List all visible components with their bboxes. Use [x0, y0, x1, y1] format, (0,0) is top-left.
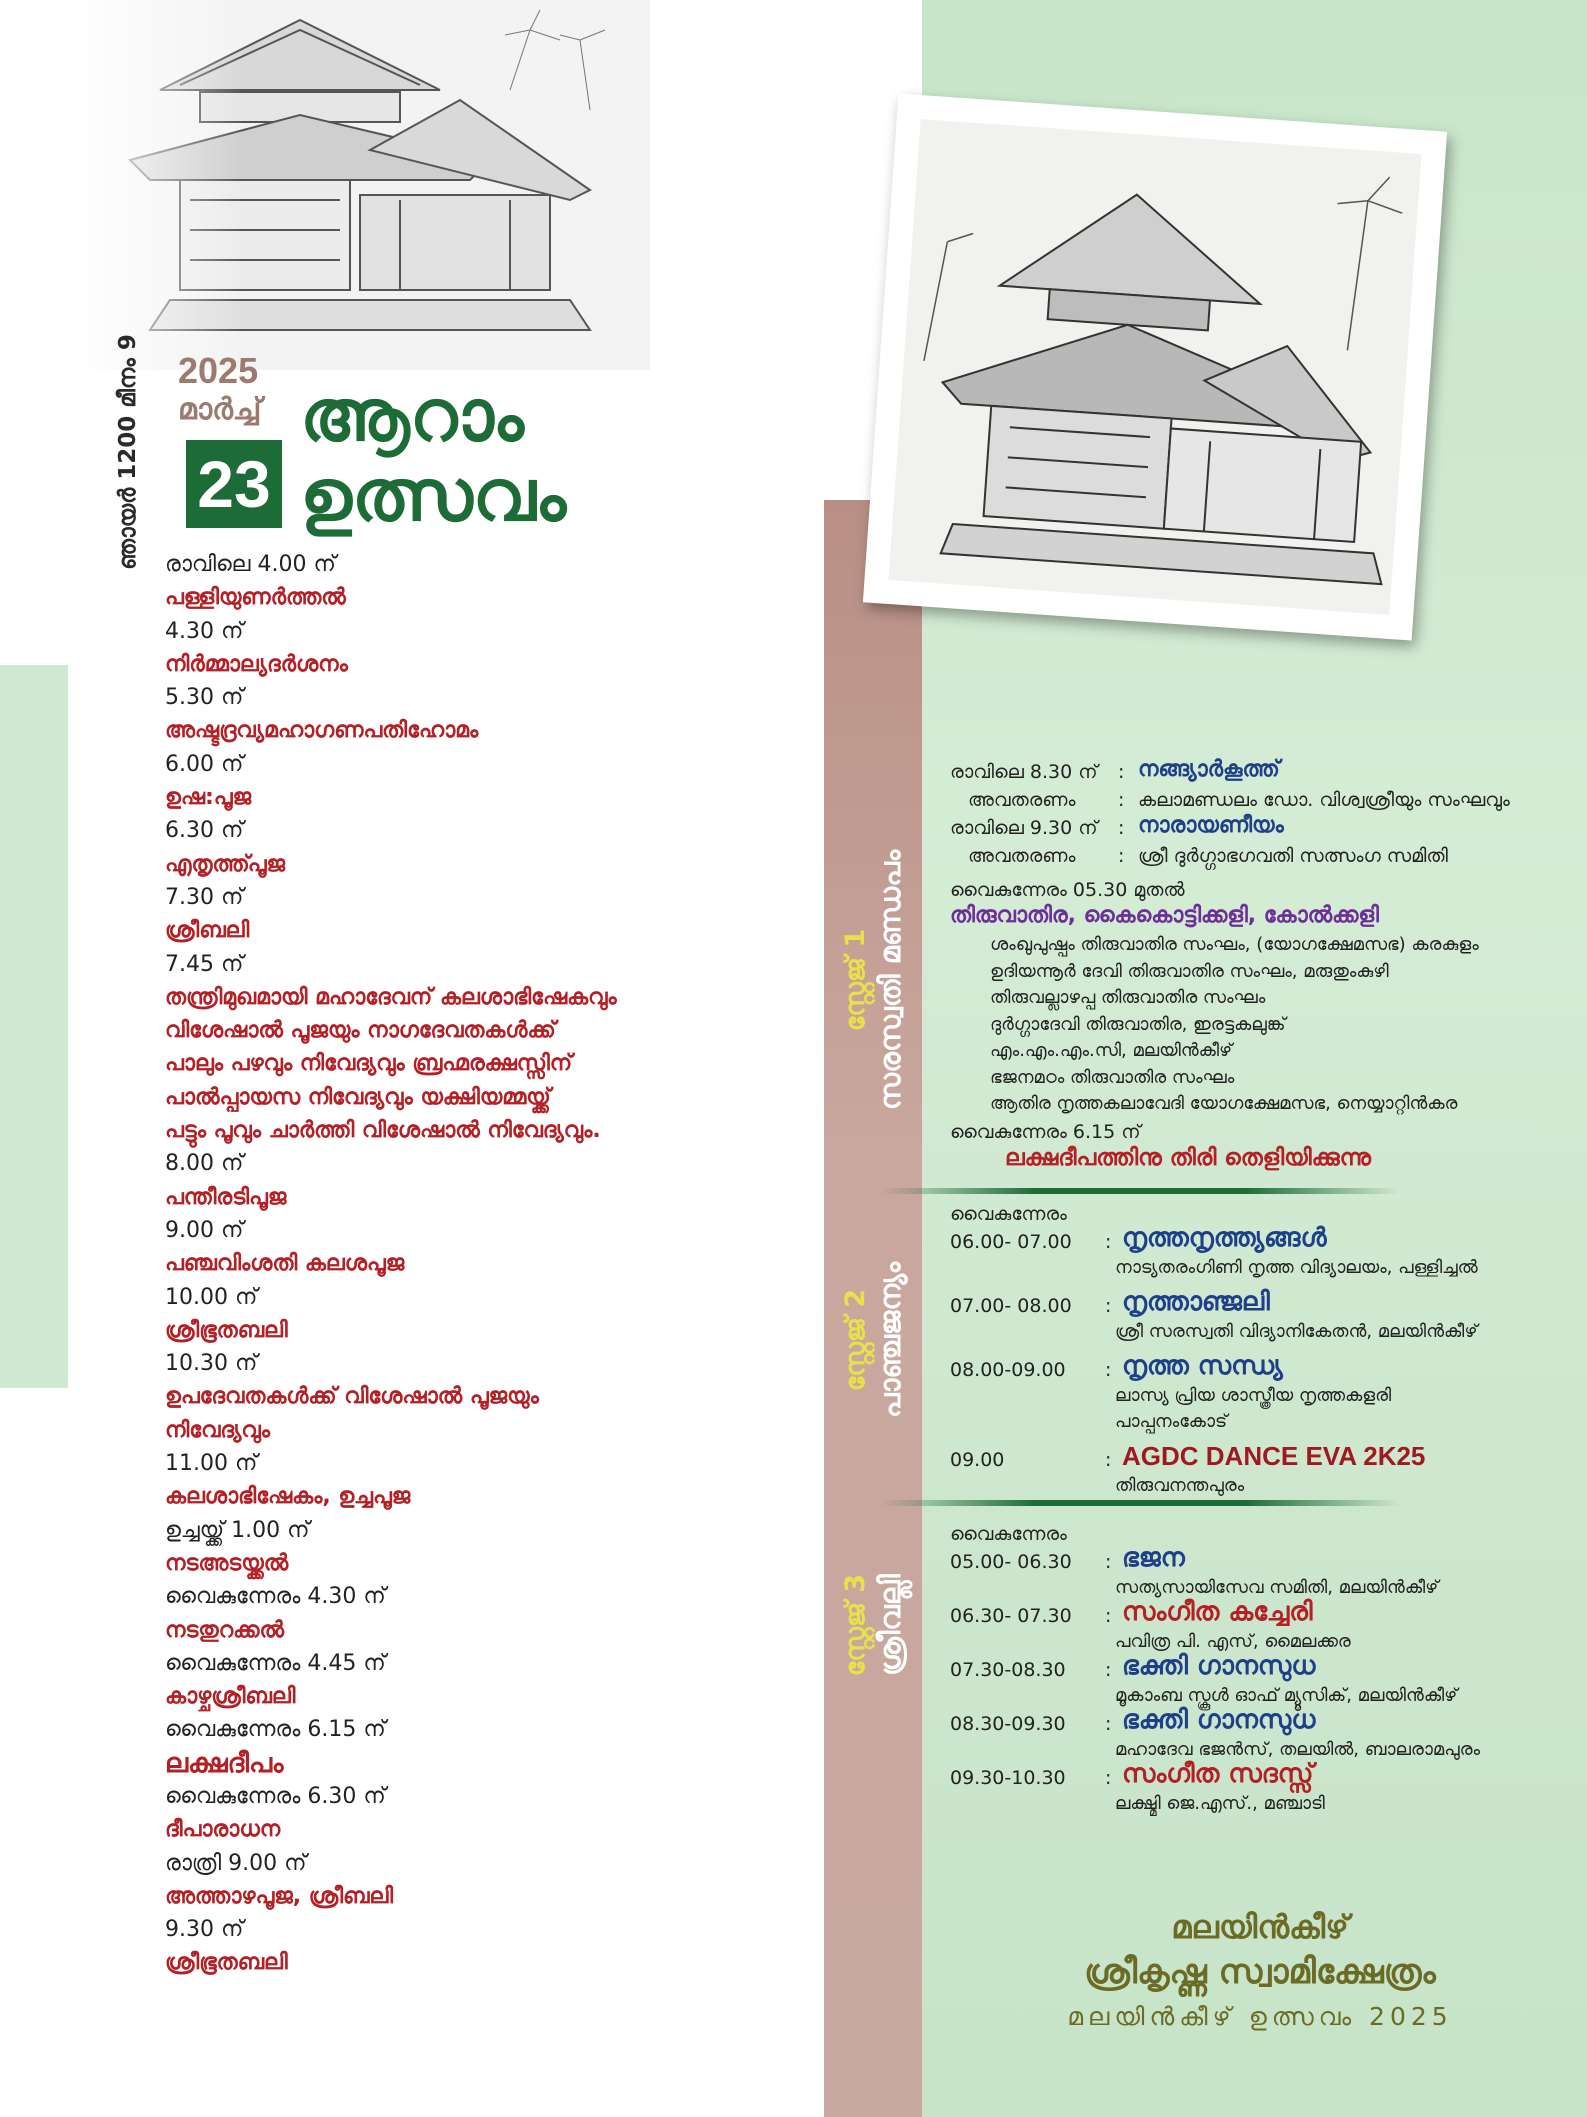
- slot-time: 09.00: [950, 1449, 1005, 1471]
- schedule-event: നിർമ്മാല്യദർശനം: [165, 651, 348, 677]
- schedule-time: 6.00 ന്: [165, 751, 244, 777]
- schedule-time: രാവിലെ 4.00 ന്: [165, 552, 336, 577]
- schedule-event: അത്താഴപൂജ, ശ്രീബലി: [165, 1883, 394, 1909]
- title-line-2: ഉത്സവം: [300, 453, 567, 537]
- slot-performer: ലക്ഷ്മി ജെ.എസ്., മഞ്ചാടി: [1115, 1793, 1325, 1814]
- schedule-event: എതൃത്ത്പൂജ: [165, 851, 286, 877]
- s1-r1-colon: :: [1118, 761, 1125, 783]
- slot-event: ഭജന: [1122, 1543, 1185, 1573]
- slot-event: സംഗീത കച്ചേരി: [1122, 1597, 1313, 1627]
- slot-performer-place: പാപ്പനംകോട്: [1115, 1411, 1228, 1432]
- stage-3-label: സ്റ്റേജ് 3 ശ്രീവല്ലി: [840, 1573, 907, 1677]
- slot-event: നൃത്തനൃത്ത്യങ്ങൾ: [1122, 1223, 1327, 1253]
- schedule-event: ശ്രീഭൂതബലി: [165, 1950, 288, 1976]
- slot-event: നൃത്ത സന്ധ്യ: [1122, 1351, 1283, 1381]
- footer-place: മലയിൻകീഴ്: [1171, 1908, 1349, 1946]
- schedule-event: പന്തീരടിപൂജ: [165, 1184, 287, 1210]
- slot-performer: ലാസ്യ പ്രിയ ശാസ്ത്രീയ നൃത്തകളരി: [1115, 1385, 1392, 1406]
- stage-2-label: സ്റ്റേജ് 2 പാഞ്ചജന്യം: [840, 1261, 907, 1419]
- s1-deepam-time: വൈകുന്നേരം 6.15 ന്: [950, 1121, 1141, 1143]
- slot-time: 09.30-10.30: [950, 1767, 1066, 1789]
- s1-r2-colon: :: [1118, 817, 1125, 839]
- schedule-event: കാഴ്ചശ്രീബലി: [165, 1684, 296, 1710]
- slot-time: 06.00- 07.00: [950, 1231, 1072, 1253]
- temple-photo-sketch: [888, 119, 1421, 615]
- schedule-time: 7.30 ന്: [165, 884, 244, 910]
- schedule-event: ലക്ഷദീപം: [165, 1747, 284, 1779]
- schedule-time: 4.30 ന്: [165, 618, 244, 644]
- schedule-time: ഉച്ചയ്ക്ക് 1.00 ന്: [165, 1517, 310, 1543]
- day-number-box: 23: [186, 440, 282, 528]
- slot-performer: നാട്യതരംഗിണി നൃത്ത വിദ്യാലയം, പള്ളിച്ചൽ: [1115, 1257, 1478, 1278]
- schedule-event: കലശാഭിഷേകം, ഉച്ചപൂജ: [165, 1484, 411, 1510]
- thiruvathira-group: ശംഖുപുഷ്പം തിരുവാതിര സംഘം, (യോഗക്ഷേമസഭ) കരകുളം: [990, 934, 1479, 955]
- slot-performer: പവിത്ര പി. എസ്, മൈലക്കര: [1115, 1631, 1351, 1652]
- schedule-event: പള്ളിയുണർത്തൽ: [165, 585, 346, 611]
- thiruvathira-group: ഉദിയന്നൂർ ദേവി തിരുവാതിര സംഘം, മരുതുംകുഴി: [990, 960, 1389, 982]
- schedule-event: പട്ടും പൂവും ചാർത്തി വിശേഷാൽ നിവേദ്യവും.: [165, 1118, 601, 1144]
- s1-deepam-event: ലക്ഷദീപത്തിനു തിരി തെളിയിക്കുന്നു: [1005, 1145, 1371, 1171]
- schedule-time: 10.00 ന്: [165, 1284, 258, 1310]
- slot-colon: :: [1105, 1359, 1112, 1381]
- schedule-event: വിശേഷാൽ പൂജയും നാഗദേവതകൾക്ക്: [165, 1018, 556, 1044]
- stage-heading: വൈകുന്നേരം: [950, 1523, 1067, 1545]
- slot-performer: ശ്രീ സരസ്വതി വിദ്യാനികേതൻ, മലയിൻകീഴ്: [1115, 1321, 1478, 1342]
- slot-time: 07.00- 08.00: [950, 1295, 1072, 1317]
- slot-colon: :: [1105, 1605, 1112, 1627]
- slot-event: ഭക്തി ഗാനസുധ: [1122, 1705, 1316, 1735]
- stage-heading: വൈകുന്നേരം: [950, 1203, 1067, 1225]
- slot-time: 07.30-08.30: [950, 1659, 1066, 1681]
- schedule-event: പാൽപ്പായസ നിവേദ്യവും യക്ഷിയമ്മയ്ക്ക്: [165, 1084, 551, 1110]
- thiruvathira-group: ആതിര നൃത്തകലാവേദി യോഗക്ഷേമസഭ, നെയ്യാറ്റിൻകര: [990, 1093, 1458, 1114]
- stage-divider-2: [880, 1500, 1400, 1506]
- schedule-time: 9.00 ന്: [165, 1217, 244, 1243]
- slot-colon: :: [1105, 1713, 1112, 1735]
- slot-event: AGDC DANCE EVA 2K25: [1122, 1441, 1426, 1471]
- title-line-1: ആറാം: [300, 373, 524, 457]
- slot-performer: മൂകാംബ സ്കൂൾ ഓഫ് മ്യൂസിക്, മലയിൻകീഴ്: [1115, 1685, 1458, 1706]
- slot-event: നൃത്താഞ്ജലി: [1122, 1287, 1270, 1317]
- schedule-event: തന്ത്രിമുഖമായി മഹാദേവന് കലശാഭിഷേകവും: [165, 984, 617, 1010]
- slot-time: 08.30-09.30: [950, 1713, 1066, 1735]
- thiruvathira-group: ദുർഗ്ഗാദേവി തിരുവാതിര, ഇരട്ടകലുങ്ക്: [990, 1013, 1286, 1035]
- schedule-event: നടതുറക്കൽ: [165, 1617, 284, 1643]
- month-label: മാർച്ച്: [178, 392, 262, 427]
- schedule-time: വൈകുന്നേരം 6.15 ന്: [165, 1717, 386, 1743]
- s1-r2-time: രാവിലെ 9.30 ന്: [950, 817, 1098, 839]
- slot-time: 08.00-09.00: [950, 1359, 1066, 1381]
- slot-colon: :: [1105, 1295, 1112, 1317]
- year-label: 2025: [178, 350, 259, 391]
- slot-colon: :: [1105, 1767, 1112, 1789]
- schedule-time: വൈകുന്നേരം 6.30 ന്: [165, 1783, 386, 1809]
- slot-colon: :: [1105, 1231, 1112, 1253]
- slot-performer: തിരുവനന്തപുരം: [1115, 1475, 1245, 1496]
- date-vertical-label: ഞായർ 1200 മീനം 9: [115, 334, 141, 570]
- s1-r2-by: ശ്രീ ദുർഗ്ഗാഭഗവതി സത്സംഗ സമിതി: [1138, 845, 1448, 867]
- temple-ritual-schedule: [165, 548, 815, 1980]
- schedule-event: ഉഷ:പൂജ: [165, 785, 252, 811]
- footer-temple-name: ശ്രീകൃഷ്ണ സ്വാമിക്ഷേത്രം: [1084, 1952, 1436, 1992]
- schedule-event: ദീപാരാധന: [165, 1817, 281, 1843]
- schedule-event: ശ്രീഭൂതബലി: [165, 1317, 288, 1343]
- s1-r2-label-colon: :: [1118, 845, 1125, 867]
- slot-event: ഭക്തി ഗാനസുധ: [1122, 1651, 1316, 1681]
- schedule-time: 9.30 ന്: [165, 1917, 244, 1943]
- temple-sketch-illustration: [70, 0, 650, 370]
- schedule-time: 8.00 ന്: [165, 1151, 244, 1177]
- schedule-time: 7.45 ന്: [165, 951, 244, 977]
- slot-time: 06.30- 07.30: [950, 1605, 1072, 1627]
- slot-colon: :: [1105, 1551, 1112, 1573]
- schedule-time: 10.30 ന്: [165, 1351, 258, 1377]
- thiruvathira-group: എം.എം.എം.സി, മലയിൻകീഴ്: [990, 1040, 1233, 1061]
- slot-colon: :: [1105, 1659, 1112, 1681]
- slot-colon: :: [1105, 1449, 1112, 1471]
- schedule-event: അഷ്ടദ്രവ്യമഹാഗണപതിഹോമം: [165, 718, 479, 744]
- s1-evening-event: തിരുവാതിര, കൈകൊട്ടിക്കളി, കോൽക്കളി: [950, 903, 1379, 928]
- schedule-time: 11.00 ന്: [165, 1451, 258, 1477]
- schedule-time: 5.30 ന്: [165, 685, 244, 711]
- thiruvathira-group: തിരുവല്ലാഴപ്പ തിരുവാതിര സംഘം: [990, 987, 1266, 1008]
- s1-r2-label: അവതരണം: [968, 845, 1076, 867]
- schedule-event: ഉപദേവതകൾക്ക് വിശേഷാൽ പൂജയും: [165, 1384, 539, 1410]
- stage-divider-1: [880, 1188, 1400, 1194]
- slot-performer: മഹാദേവ ഭജൻസ്, തലയിൽ, ബാലരാമപുരം: [1115, 1739, 1481, 1760]
- s1-evening-time: വൈകുന്നേരം 05.30 മുതൽ: [950, 879, 1185, 901]
- footer-festival: മലയിൻകീഴ് ഉത്സവം 2025: [1067, 2002, 1453, 2031]
- schedule-event: പാലും പഴവും നിവേദ്യവും ബ്രഹ്മരക്ഷസ്സിന്: [165, 1051, 573, 1077]
- schedule-time: 6.30 ന്: [165, 818, 244, 844]
- s1-r1-label-colon: :: [1118, 789, 1125, 811]
- schedule-event: പഞ്ചവിംശതി കലശപൂജ: [165, 1251, 405, 1277]
- thiruvathira-group: ഭജനമഠം തിരുവാതിര സംഘം: [990, 1066, 1235, 1088]
- s1-r1-by: കലാമണ്ഡലം ഡോ. വിശ്വശ്രീയും സംഘവും: [1138, 789, 1510, 811]
- s1-r1-event: നങ്ങ്യാർകൂത്ത്: [1138, 757, 1280, 782]
- stage-1-label: സ്റ്റേജ് 1 സരസ്വതി മണ്ഡപം: [840, 849, 907, 1111]
- schedule-event: നടഅടയ്ക്കൽ: [165, 1550, 289, 1576]
- schedule-time: രാത്രി 9.00 ന്: [165, 1850, 307, 1876]
- s1-r2-event: നാരായണീയം: [1138, 813, 1284, 838]
- schedule-time: വൈകുന്നേരം 4.45 ന്: [165, 1650, 386, 1676]
- s1-r1-label: അവതരണം: [968, 789, 1076, 811]
- slot-performer: സത്യസായിസേവ സമിതി, മലയിൻകീഴ്: [1115, 1577, 1439, 1598]
- left-green-strip: [0, 665, 68, 1388]
- schedule-time: വൈകുന്നേരം 4.30 ന്: [165, 1584, 386, 1610]
- slot-time: 05.00- 06.30: [950, 1551, 1072, 1573]
- schedule-event: നിവേദ്യവും: [165, 1417, 270, 1443]
- temple-photo-frame: [863, 93, 1447, 640]
- s1-r1-time: രാവിലെ 8.30 ന്: [950, 761, 1098, 783]
- slot-event: സംഗീത സദസ്സ്: [1122, 1759, 1314, 1789]
- schedule-event: ശ്രീബലി: [165, 918, 250, 944]
- s1-group-list: [990, 932, 1479, 1118]
